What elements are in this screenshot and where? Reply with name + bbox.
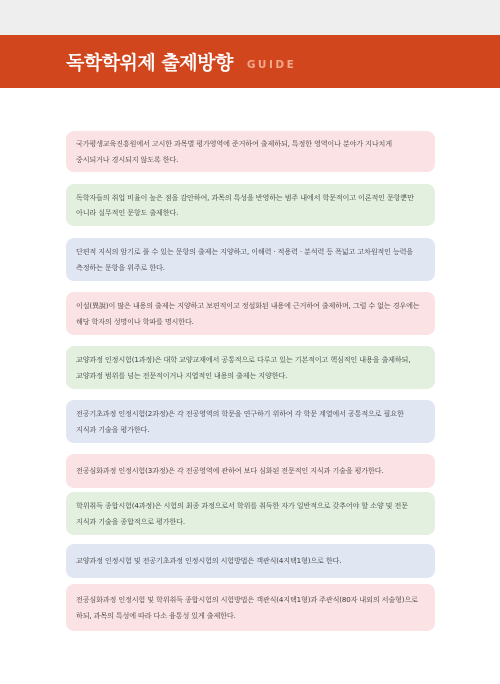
guideline-item-7 <box>66 454 435 488</box>
guideline-text: 전공심화과정 인정시험(3과정)은 각 전공영역에 관하여 보다 심화된 전문적인 지식과 기술을 평가한다. <box>76 466 384 476</box>
guideline-text: 국가평생교육진흥원에서 고시한 과목별 평가영역에 준거하여 출제하되, 특정한 영역이나 분야가 지나치게 중시되거나 경시되지 않도록 한다. <box>76 139 392 164</box>
guideline-item-6 <box>66 400 435 443</box>
guideline-text: 교양과정 인정시험 및 전공기초과정 인정시험의 시험방법은 객관식(4지택1형)으로 한다. <box>76 556 342 566</box>
page-title: 독학학위제 출제방향 <box>66 52 233 74</box>
top-strip <box>0 0 500 35</box>
guideline-text: 교양과정 인정시험(1과정)은 대학 교양교재에서 공통적으로 다루고 있는 기본적이고 핵심적인 내용을 출제하되, 교양과정 범위를 넘는 전문적이거나 지엽적인 내용의 출제는 지양한다. <box>76 355 411 380</box>
guideline-text: 단편적 지식의 암기로 풀 수 있는 문항의 출제는 지양하고, 이해력 · 적용력 · 분석력 등 폭넓고 고차원적인 능력을 측정하는 문항을 위주로 한다. <box>76 247 414 272</box>
header-band <box>0 35 500 88</box>
guide-label: GUIDE <box>246 58 297 71</box>
guideline-text: 독학자들의 취업 비율이 높은 점을 감안하여, 과목의 특성을 반영하는 범주 내에서 학문적이고 이론적인 문항뿐만 아니라 실무적인 문항도 출제한다. <box>76 192 414 217</box>
guideline-text: 전공심화과정 인정시험 및 학위취득 종합시험의 시험방법은 객관식(4지택1형)과 주관식(80자 내외의 서술형)으로 하되, 과목의 특성에 따라 다소 융통성 있게 출제한다. <box>76 595 418 620</box>
guideline-item-2 <box>66 184 435 226</box>
guideline-text: 이설(異說)이 많은 내용의 출제는 지양하고 보편적이고 정설화된 내용에 근거하여 출제하며, 그럴 수 없는 경우에는 해당 학자의 성명이나 학파를 명시한다. <box>76 301 420 326</box>
guideline-item-1 <box>66 131 435 172</box>
guideline-item-8 <box>66 492 435 535</box>
guideline-item-4 <box>66 292 435 335</box>
guideline-text: 학위취득 종합시험(4과정)은 시험의 최종 과정으로서 학위를 취득한 자가 일반적으로 갖추어야 할 소양 및 전문 지식과 기술을 종합적으로 평가한다. <box>76 501 408 526</box>
guideline-item-10 <box>66 584 435 631</box>
guideline-text: 전공기초과정 인정시험(2과정)은 각 전공영역의 학문을 연구하기 위하여 각 학문 계열에서 공통적으로 필요한 지식과 기술을 평가한다. <box>76 409 404 434</box>
guideline-item-5 <box>66 346 435 389</box>
guideline-item-3 <box>66 238 435 281</box>
guideline-item-9 <box>66 544 435 578</box>
